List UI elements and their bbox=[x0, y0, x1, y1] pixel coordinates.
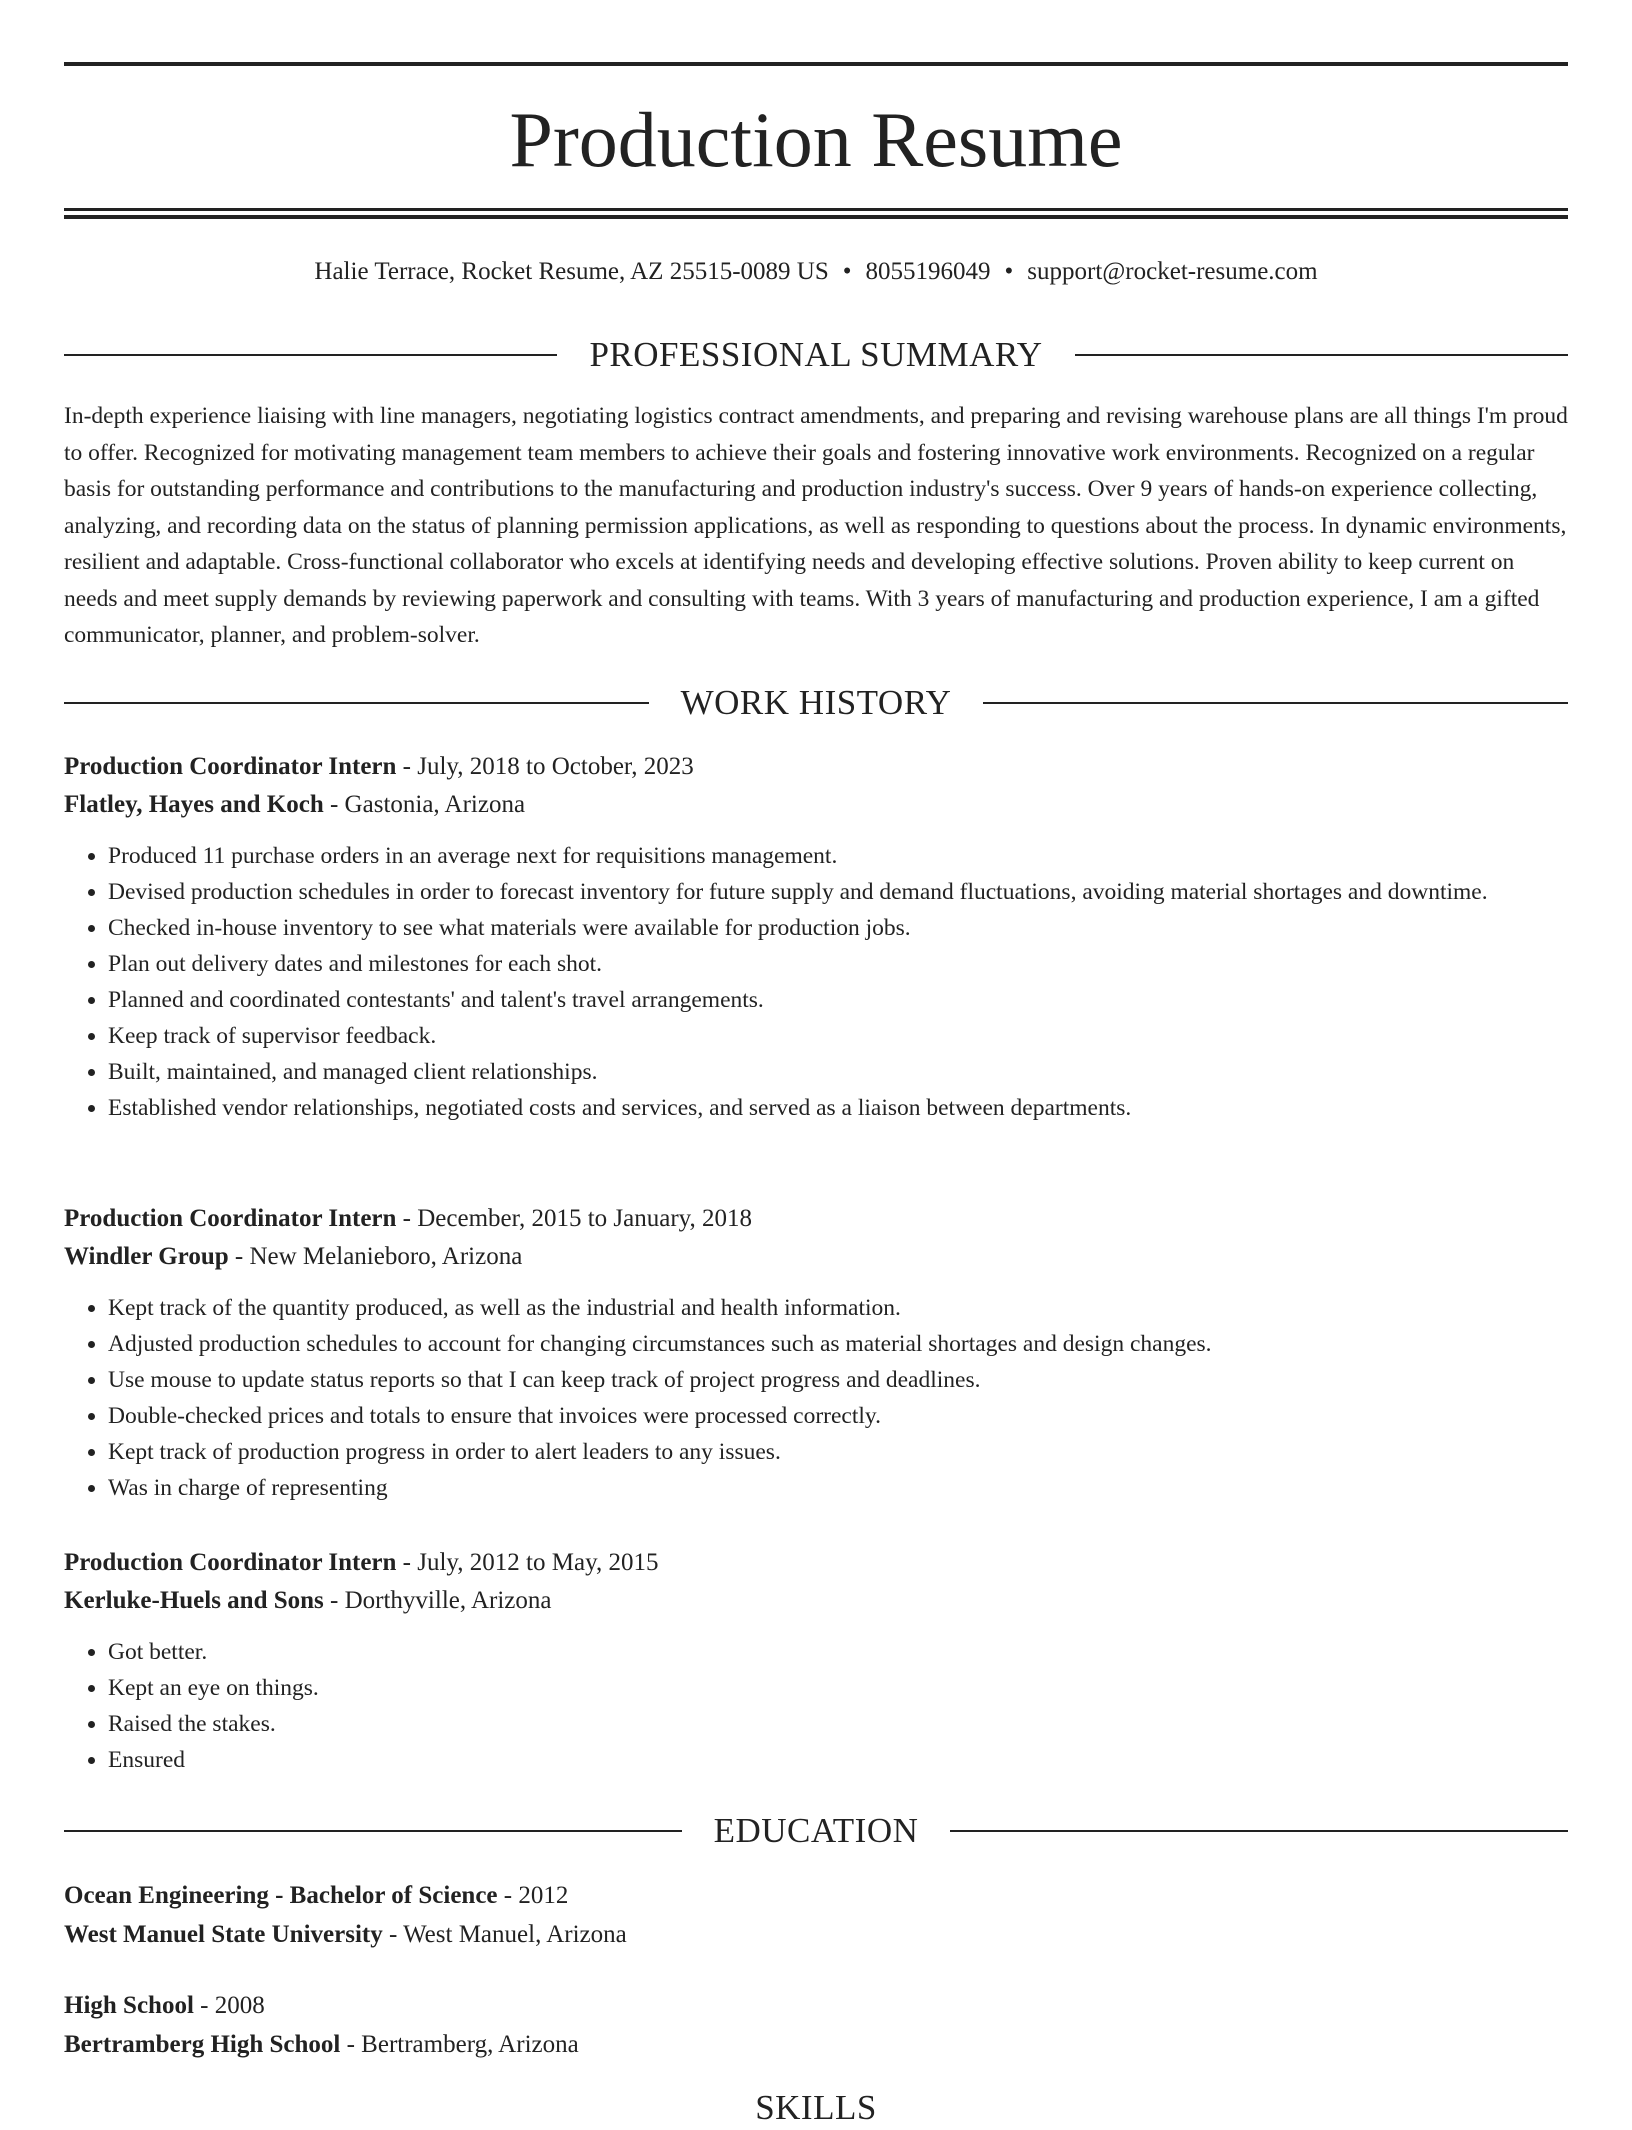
education-year: - 2008 bbox=[193, 1992, 265, 2019]
section-header-work bbox=[64, 681, 1568, 725]
job-location: - Dorthyville, Arizona bbox=[323, 1587, 552, 1614]
bullet-item: • Built, maintained, and managed client relationships. bbox=[108, 1054, 1568, 1090]
bullet-item: • Ensured bbox=[108, 1742, 1568, 1778]
education-degree: Ocean Engineering - Bachelor of Science bbox=[64, 1882, 498, 1909]
bullet-item: • Checked in-house inventory to see what materials were available for production jobs. bbox=[108, 910, 1568, 946]
job-company: Flatley, Hayes and Koch bbox=[64, 791, 324, 818]
education-degree: High School bbox=[64, 1992, 194, 2019]
education-location: - West Manuel, Arizona bbox=[382, 1921, 627, 1948]
job-entry bbox=[64, 748, 1568, 1126]
section-rule bbox=[950, 1830, 1568, 1832]
bullet-item: • Adjusted production schedules to account for changing circumstances such as material shortages and design changes. bbox=[108, 1326, 1568, 1362]
job-title: Production Coordinator Intern bbox=[64, 1549, 397, 1576]
bullet-item: • Raised the stakes. bbox=[108, 1706, 1568, 1742]
header-rule-upper bbox=[64, 208, 1568, 211]
education-year: - 2012 bbox=[497, 1882, 569, 1909]
bullet-item: • Keep track of supervisor feedback. bbox=[108, 1018, 1568, 1054]
bullet-item: • Kept an eye on things. bbox=[108, 1670, 1568, 1706]
education-school: Bertramberg High School bbox=[64, 2031, 341, 2058]
bullet-item: • Was in charge of representing bbox=[108, 1470, 1568, 1506]
section-title-skills: SKILLS bbox=[755, 2088, 877, 2127]
job-location: - New Melanieboro, Arizona bbox=[228, 1243, 523, 1270]
contact-line bbox=[64, 254, 1568, 290]
education-entry bbox=[64, 1986, 1568, 2064]
bullet-item: • Kept track of production progress in order to alert leaders to any issues. bbox=[108, 1434, 1568, 1470]
job-bullets bbox=[64, 1290, 1568, 1506]
job-bullets bbox=[64, 1634, 1568, 1778]
section-rule bbox=[64, 702, 649, 704]
section-header-summary bbox=[64, 333, 1568, 377]
header-top-rule bbox=[64, 62, 1568, 66]
contact-phone: 8055196049 bbox=[865, 258, 991, 285]
job-dates: - December, 2015 to January, 2018 bbox=[396, 1205, 753, 1232]
section-title: WORK HISTORY bbox=[680, 683, 952, 722]
bullet-item: • Plan out delivery dates and milestones for each shot. bbox=[108, 946, 1568, 982]
bullet-item: • Got better. bbox=[108, 1634, 1568, 1670]
job-entry bbox=[64, 1200, 1568, 1506]
section-title: EDUCATION bbox=[713, 1811, 919, 1850]
contact-address: Halie Terrace, Rocket Resume, AZ 25515-0089 US bbox=[314, 258, 829, 285]
summary-paragraph: In-depth experience liaising with line managers, negotiating logistics contract amendments, and preparing and revising warehouse plans are all things I'm proud to offer. Recognized for motivating management team members to achieve their goals and fostering innovative work environments. Recognized on a regular basis for outstanding performance and contributions to the manufacturing and production industry's success. Over 9 years of hands-on experience collecting, analyzing, and recording data on the status of planning permission applications, as well as responding to questions about the process. In dynamic environments, resilient and adaptable. Cross-functional collaborator who excels at identifying needs and developing effective solutions. Proven ability to keep current on needs and meet supply demands by reviewing paperwork and consulting with teams. With 3 years of manufacturing and production experience, I am a gifted communicator, planner, and problem-solver. bbox=[64, 403, 1568, 648]
section-rule bbox=[64, 354, 557, 356]
section-title: PROFESSIONAL SUMMARY bbox=[589, 335, 1043, 374]
header-rule-lower bbox=[64, 215, 1568, 219]
job-company: Windler Group bbox=[64, 1243, 229, 1270]
bullet-item: • Planned and coordinated contestants' and talent's travel arrangements. bbox=[108, 982, 1568, 1018]
contact-separator: • bbox=[842, 258, 852, 285]
section-rule bbox=[64, 1830, 682, 1832]
bullet-item: • Use mouse to update status reports so that I can keep track of project progress and deadlines. bbox=[108, 1362, 1568, 1398]
job-dates: - July, 2018 to October, 2023 bbox=[396, 753, 694, 780]
section-rule bbox=[983, 702, 1568, 704]
job-entry bbox=[64, 1544, 1568, 1778]
job-location: - Gastonia, Arizona bbox=[323, 791, 526, 818]
education-location: - Bertramberg, Arizona bbox=[340, 2031, 579, 2058]
education-entry bbox=[64, 1876, 1568, 1954]
bullet-item: • Double-checked prices and totals to ensure that invoices were processed correctly. bbox=[108, 1398, 1568, 1434]
contact-separator: • bbox=[1004, 258, 1014, 285]
job-title: Production Coordinator Intern bbox=[64, 1205, 397, 1232]
job-company: Kerluke-Huels and Sons bbox=[64, 1587, 324, 1614]
section-rule bbox=[1075, 354, 1568, 356]
bullet-item: • Kept track of the quantity produced, as well as the industrial and health information. bbox=[108, 1290, 1568, 1326]
job-title: Production Coordinator Intern bbox=[64, 753, 397, 780]
job-bullets bbox=[64, 838, 1568, 1126]
education-school: West Manuel State University bbox=[64, 1921, 383, 1948]
bullet-item: • Devised production schedules in order to forecast inventory for future supply and demand fluctuations, avoiding material shortages and downtime. bbox=[108, 874, 1568, 910]
bullet-item: • Established vendor relationships, negotiated costs and services, and served as a liaison between departments. bbox=[108, 1090, 1568, 1126]
contact-email: support@rocket-resume.com bbox=[1027, 258, 1318, 285]
job-dates: - July, 2012 to May, 2015 bbox=[396, 1549, 659, 1576]
page-title: Production Resume bbox=[509, 96, 1123, 183]
bullet-item: • Produced 11 purchase orders in an average next for requisitions management. bbox=[108, 838, 1568, 874]
section-header-education bbox=[64, 1809, 1568, 1853]
